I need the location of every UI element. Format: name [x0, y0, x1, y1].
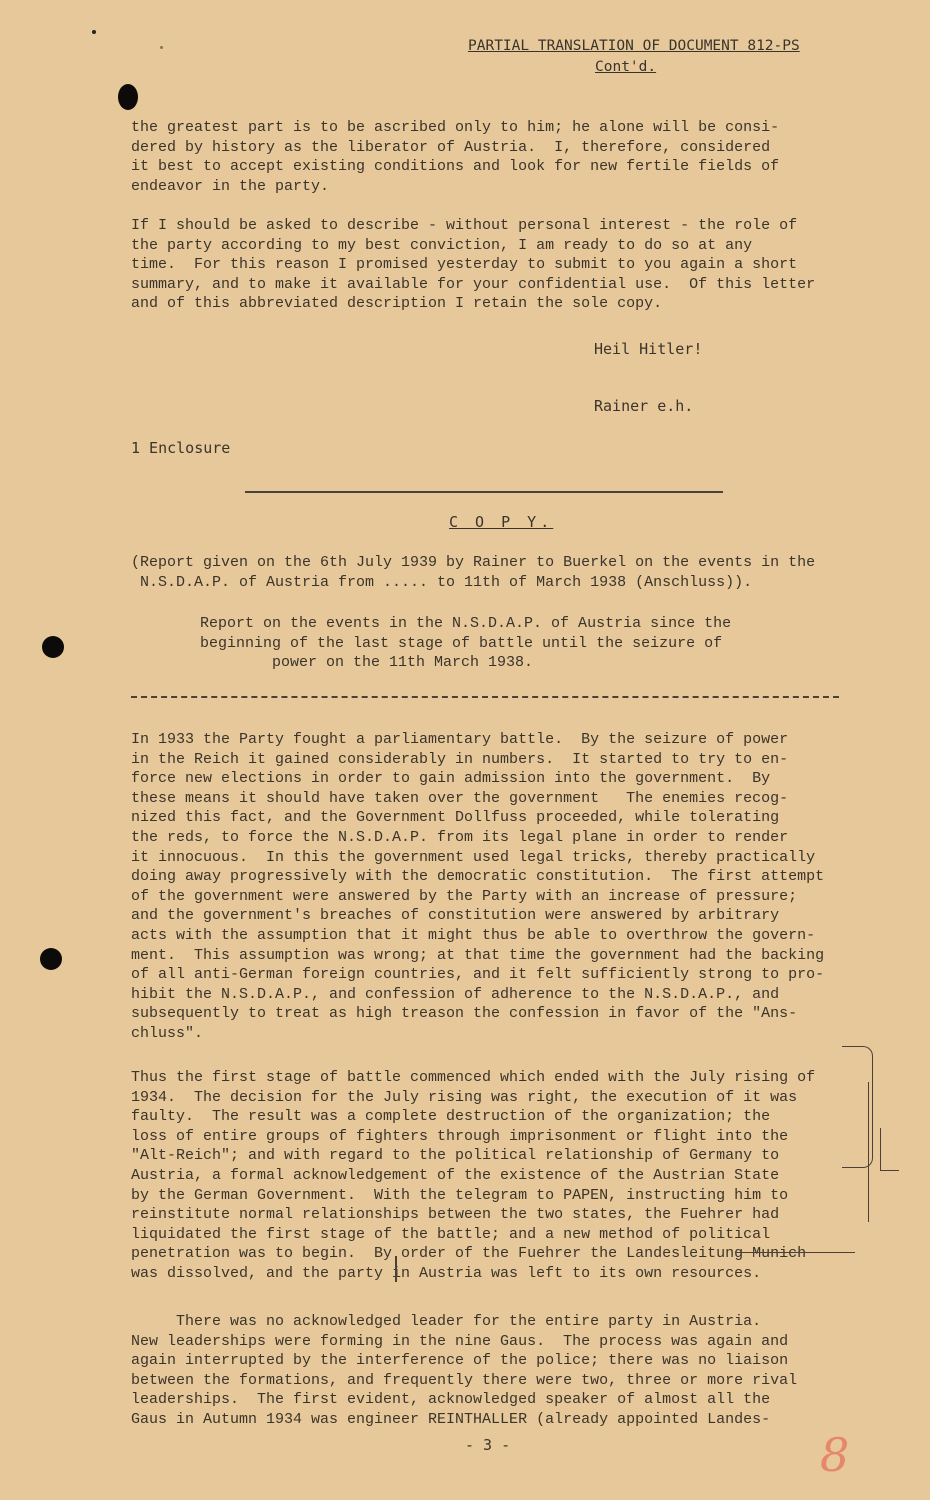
report-subtitle: Report on the events in the N.S.D.A.P. of Austria since the beginning of the last stage of battle until the seizure of power on the 11th March 1938.: [200, 615, 732, 672]
enclosure-note: 1 Enclosure: [131, 439, 231, 457]
body-paragraph-3: There was no acknowledged leader for the entire party in Austria. New leaderships were forming in the nine Gaus. The process was again and again interrupted by the interference of the police; there was no liaison between the formations, and frequently there were two, three or more rival leaderships. The first evident, acknowledged speaker of almost all the Gaus in Autumn 1934 was engineer REINTHALLER (already appointed Landes-: [131, 1313, 798, 1428]
header-title: PARTIAL TRANSLATION OF DOCUMENT 812-PS: [468, 38, 800, 54]
paragraph-mark: [395, 1256, 397, 1282]
ink-speck: [92, 30, 96, 34]
punch-hole-lower: [40, 948, 62, 970]
header-continued: Cont'd.: [595, 59, 657, 75]
signature: Rainer e.h.: [594, 397, 694, 415]
margin-vertical-stroke: [868, 1082, 869, 1222]
handwritten-page-number: 8: [820, 1428, 850, 1482]
copy-title: C O P Y.: [449, 513, 554, 531]
punch-hole-top: [118, 84, 138, 110]
margin-bracket-mark-right: [880, 1128, 899, 1171]
document-header: [468, 36, 848, 78]
separator-line: [245, 491, 723, 493]
body-paragraph-1: In 1933 the Party fought a parliamentary battle. By the seizure of power in the Reich it gained considerably in numbers. It started to try to en- force new elections in order to gain admission into the government. By these means it should have taken over the government The enemies recog- nized this fact, and the Government Dollfuss proceeded, while tolerating the reds, to force the N.S.D.A.P. from its legal plane in order to render it innocuous. In this the government used legal tricks, thereby practically doing away progressively with the democratic constitution. The first attempt of the government were answered by the Party with an increase of pressure; and the government's breaches of constitution were answered by arbitrary acts with the assumption that it might thus be able to overthrow the govern- ment. This assumption was wrong; at that time the government had the backing of all anti-German foreign countries, and it felt sufficiently strong to pro- hibit the N.S.D.A.P., and confession of adherence to the N.S.D.A.P., and subsequently to treat as high treason the confession in favor of the "Ans- chluss".: [131, 731, 825, 1042]
ink-speck: [160, 46, 163, 49]
punch-hole-middle: [42, 636, 64, 658]
salutation: Heil Hitler!: [594, 340, 703, 358]
report-note: (Report given on the 6th July 1939 by Rainer to Buerkel on the events in the N.S.D.A.P. of Austria from ..... to 11th of March 1938 (Anschluss)).: [131, 554, 816, 591]
dashed-separator: [131, 696, 839, 698]
underline-mark: [735, 1252, 855, 1253]
letter-paragraph-1: the greatest part is to be ascribed only to him; he alone will be consi- dered by history as the liberator of Austria. I, therefore, considered it best to accept existing conditions and look for new fertile fields of endeavor in the party.: [131, 119, 780, 195]
page-number: - 3 -: [465, 1436, 511, 1454]
body-paragraph-2: Thus the first stage of battle commenced which ended with the July rising of 1934. The decision for the July rising was right, the execution of it was faulty. The result was a complete destruction of the organization; the loss of entire groups of fighters through imprisonment or flight into the "Alt-Reich"; and with regard to the political relationship of Germany to Austria, a formal acknowledgement of the existence of the Austrian State by the German Government. With the telegram to PAPEN, instructing him to reinstitute normal relationships between the two states, the Fuehrer had liquidated the first stage of the battle; and a new method of political penetration was to begin. By order of the Fuehrer the Landesleitung Munich was dissolved, and the party in Austria was left to its own resources.: [131, 1069, 816, 1282]
letter-paragraph-2: If I should be asked to describe - without personal interest - the role of the party according to my best conviction, I am ready to do so at any time. For this reason I promised yesterday to submit to you again a short summary, and to make it available for your confidential use. Of this letter and of this abbreviated description I retain the sole copy.: [131, 217, 816, 313]
